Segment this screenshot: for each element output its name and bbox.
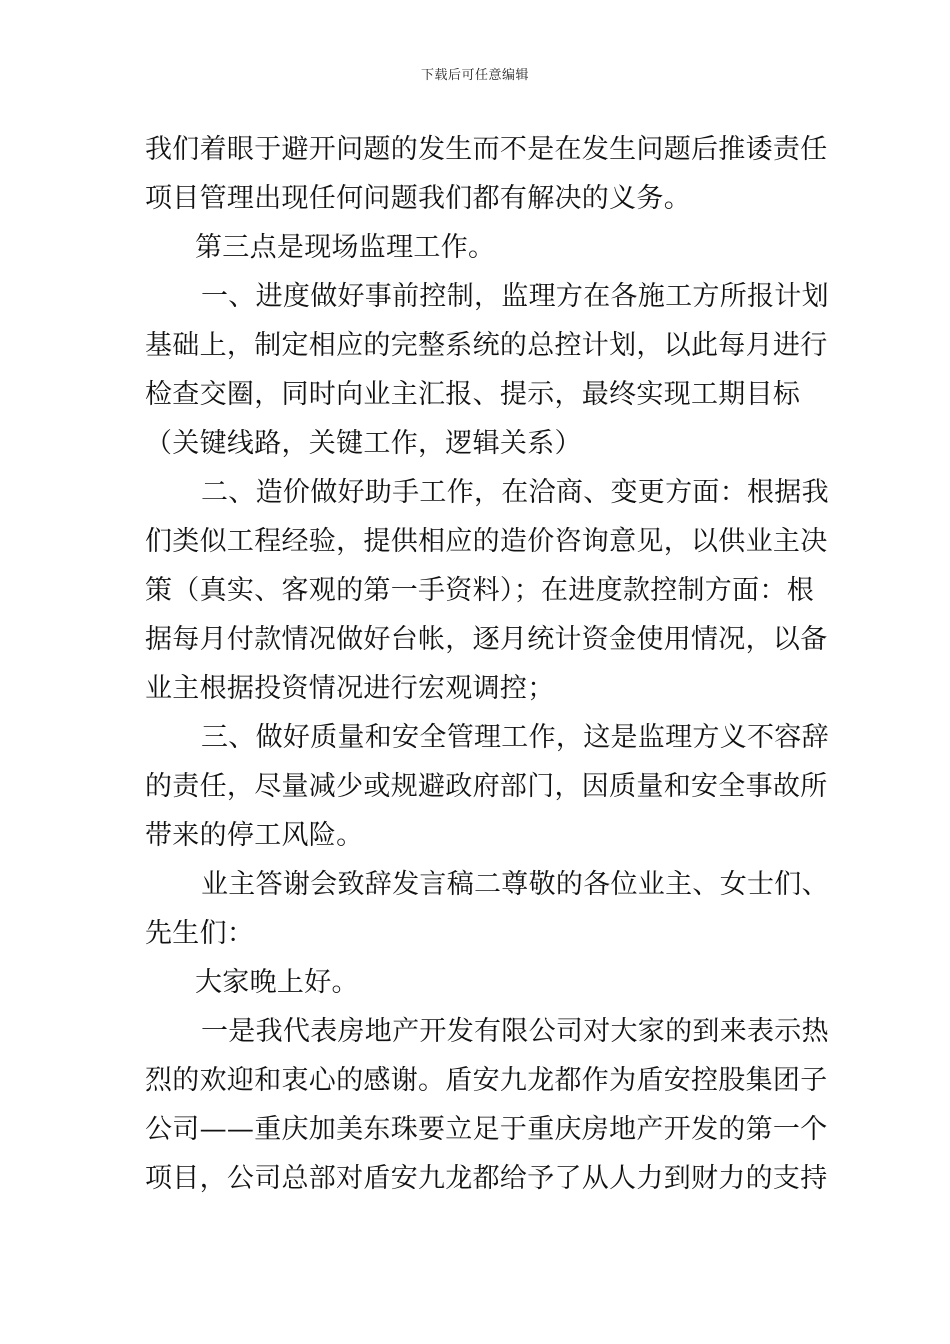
text-line: 先生们： — [145, 918, 255, 949]
text-line: 我们着眼于避开问题的发生而不是在发生问题后推诿责任 — [145, 134, 828, 165]
text-line: 一、进度做好事前控制，监理方在各施工方所报计划 — [201, 281, 829, 312]
document-body — [145, 125, 829, 1203]
text-line: 据每月付款情况做好台帐，逐月统计资金使用情况，以备 — [145, 624, 828, 655]
text-line: 基础上，制定相应的完整系统的总控计划，以此每月进行 — [145, 330, 828, 361]
text-line: 带来的停工风险。 — [145, 820, 364, 851]
text-line: 大家晚上好。 — [195, 967, 359, 998]
text-line: 三、做好质量和安全管理工作，这是监理方义不容辞 — [201, 722, 829, 753]
text-line: 一是我代表房地产开发有限公司对大家的到来表示热 — [201, 1016, 829, 1047]
text-line: 项目管理出现任何问题我们都有解决的义务。 — [145, 183, 691, 214]
text-line: 项目，公司总部对盾安九龙都给予了从人力到财力的支持 — [145, 1163, 828, 1194]
text-line: 策（真实、客观的第一手资料）；在进度款控制方面：根 — [145, 575, 814, 606]
text-line: 二、造价做好助手工作，在洽商、变更方面：根据我 — [201, 477, 829, 508]
text-line: 检查交圈，同时向业主汇报、提示，最终实现工期目标 — [145, 379, 801, 410]
text-line: 业主根据投资情况进行宏观调控； — [145, 673, 555, 704]
text-line: （关键线路，关键工作，逻辑关系） — [145, 428, 582, 459]
text-line: 业主答谢会致辞发言稿二尊敬的各位业主、女士们、 — [201, 869, 829, 900]
text-line: 第三点是现场监理工作。 — [195, 232, 496, 263]
text-line: 公司——重庆加美东珠要立足于重庆房地产开发的第一个 — [145, 1114, 828, 1145]
text-line: 烈的欢迎和衷心的感谢。盾安九龙都作为盾安控股集团子 — [145, 1065, 828, 1096]
text-line: 们类似工程经验，提供相应的造价咨询意见，以供业主决 — [145, 526, 828, 557]
text-line: 的责任，尽量减少或规避政府部门，因质量和安全事故所 — [145, 771, 828, 802]
page-header: 下载后可任意编辑 — [420, 68, 529, 83]
